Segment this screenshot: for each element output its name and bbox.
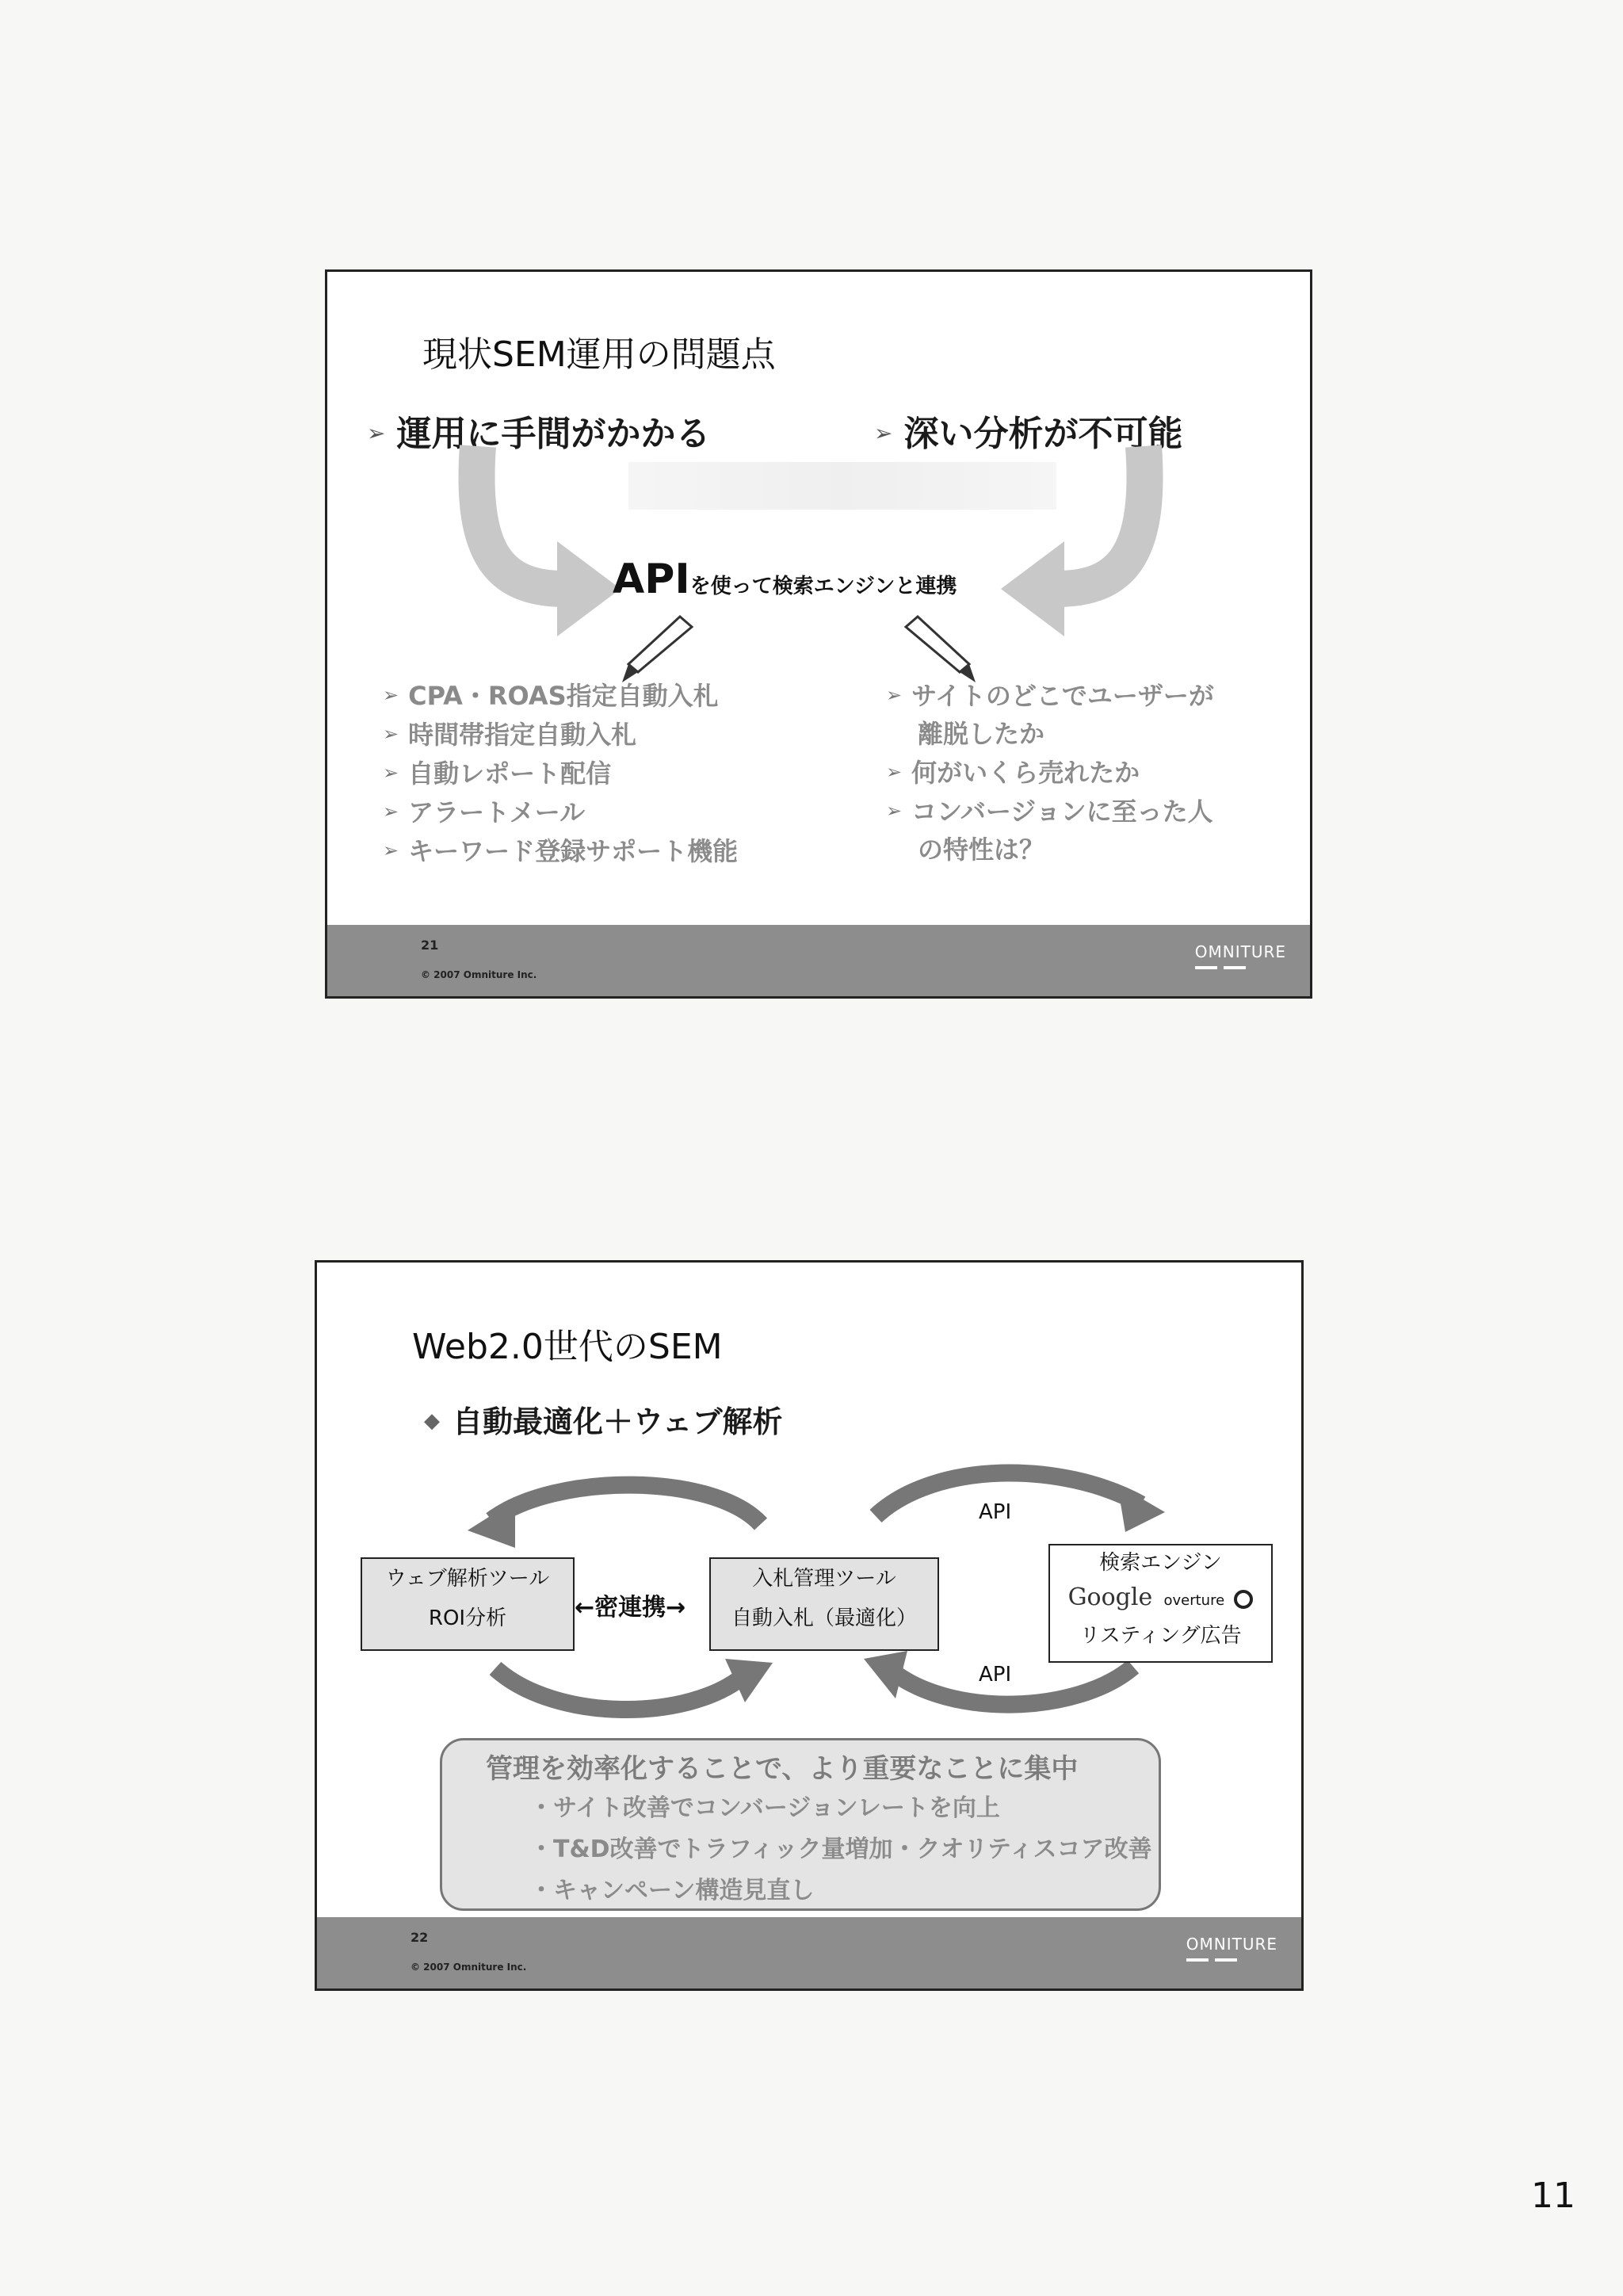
slide-subtitle: ◆ 自動最適化＋ウェブ解析 xyxy=(424,1404,783,1439)
left-feature-list xyxy=(383,676,738,870)
search-engine-box xyxy=(1048,1544,1273,1663)
pencil-arrow-right-icon xyxy=(906,617,976,682)
slide-footer xyxy=(317,1917,1301,1988)
bid-management-tool-box xyxy=(709,1557,939,1651)
bullet-triangle-icon: ➢ xyxy=(383,723,399,745)
right-curved-arrow-head-icon xyxy=(1001,541,1064,636)
right-analysis-list xyxy=(886,676,1214,869)
bullet-triangle-icon: ➢ xyxy=(886,800,903,822)
arc-arrow-head-icon xyxy=(864,1651,907,1698)
arc-arrow-head-icon xyxy=(468,1500,515,1548)
right-curved-arrow-body xyxy=(1056,446,1145,589)
curved-arrows-graphic xyxy=(327,272,1315,1001)
list-item: ➢ 何がいくら売れたか xyxy=(886,758,1140,788)
tight-integration-label: ←密連携→ xyxy=(575,1594,686,1622)
overture-swirl-icon xyxy=(1234,1590,1253,1609)
google-logo: Google xyxy=(1067,1584,1153,1611)
list-item: ➢ アラートメール xyxy=(383,797,586,827)
summary-item: ・キャンペーン構造見直し xyxy=(529,1877,815,1904)
bullet-triangle-icon: ➢ xyxy=(886,684,903,706)
arc-arrow-bottom-right xyxy=(892,1667,1133,1705)
omniture-logo: OMNITURE xyxy=(1186,1935,1277,1962)
arc-arrow-top-left xyxy=(491,1485,761,1524)
api-label-bottom: API xyxy=(979,1663,1012,1687)
arc-arrow-head-icon xyxy=(1117,1484,1165,1532)
list-item: ➢ キーワード登録サポート機能 xyxy=(383,836,739,866)
summary-box xyxy=(440,1738,1161,1911)
list-item-continued: の特性は？ xyxy=(918,835,1045,865)
left-curved-arrow-body xyxy=(476,446,565,589)
bullet-triangle-icon: ➢ xyxy=(383,800,399,823)
slide-title: 現状SEM運用の問題点 xyxy=(422,334,776,375)
bullet-triangle-icon: ➢ xyxy=(886,761,903,783)
bullet-triangle-icon: ➢ xyxy=(874,420,893,446)
summary-item: ・サイト改善でコンバージョンレートを向上 xyxy=(529,1794,1000,1822)
slide-page-number: 21 xyxy=(421,938,439,953)
diamond-bullet-icon: ◆ xyxy=(424,1409,440,1433)
engine-logos xyxy=(1050,1580,1271,1618)
bullet-triangle-icon: ➢ xyxy=(383,839,399,861)
web-analytics-tool-box xyxy=(361,1557,575,1651)
problem-left: ➢ 運用に手間がかかる xyxy=(367,414,711,454)
box-line: リスティング広告 xyxy=(1079,1624,1242,1648)
list-item-continued: 離脱したか xyxy=(918,719,1045,749)
bullet-triangle-icon: ➢ xyxy=(383,684,399,706)
list-item: ➢ コンバージョンに至った人 xyxy=(886,797,1213,827)
bullet-triangle-icon: ➢ xyxy=(367,420,386,446)
overture-logo: overture xyxy=(1163,1592,1225,1609)
box-line: ウェブ解析ツール xyxy=(385,1567,550,1591)
summary-item: ・T&D改善でトラフィック量増加・クオリティスコア改善 xyxy=(529,1836,1152,1863)
problem-right: ➢ 深い分析が不可能 xyxy=(874,414,1183,454)
copyright: © 2007 Omniture Inc. xyxy=(421,969,537,980)
box-line: 検索エンジン xyxy=(1099,1551,1222,1575)
slide-title: Web2.0世代のSEM xyxy=(412,1327,723,1367)
logo-bars-icon xyxy=(1195,966,1252,969)
list-item: ➢ CPA・ROAS指定自動入札 xyxy=(383,681,719,711)
list-item: ➢ 時間帯指定自動入札 xyxy=(383,720,637,750)
list-item: ➢ 自動レポート配信 xyxy=(383,758,612,789)
slide-22 xyxy=(315,1260,1304,1991)
list-item: ➢ サイトのどこでユーザーが xyxy=(886,681,1214,711)
box-line: 入札管理ツール xyxy=(752,1567,896,1591)
slide-page-number: 22 xyxy=(411,1930,429,1945)
left-curved-arrow-head-icon xyxy=(557,541,621,636)
pencil-arrow-left-icon xyxy=(622,617,692,682)
box-line: ROI分析 xyxy=(428,1606,507,1630)
box-line: 自動入札（最適化） xyxy=(731,1606,917,1630)
slide-footer xyxy=(327,925,1310,996)
arc-arrow-bottom-left xyxy=(495,1668,745,1710)
api-heading: APIを使って検索エンジンと連携 xyxy=(613,556,957,603)
omniture-logo: OMNITURE xyxy=(1195,942,1286,969)
slide-21 xyxy=(325,269,1312,999)
copyright: © 2007 Omniture Inc. xyxy=(411,1962,527,1973)
bullet-triangle-icon: ➢ xyxy=(383,762,399,784)
summary-lead: 管理を効率化することで、より重要なことに集中 xyxy=(486,1753,1079,1785)
page-number: 11 xyxy=(1531,2176,1575,2216)
api-label-top: API xyxy=(979,1500,1012,1524)
logo-bars-icon xyxy=(1186,1958,1243,1962)
